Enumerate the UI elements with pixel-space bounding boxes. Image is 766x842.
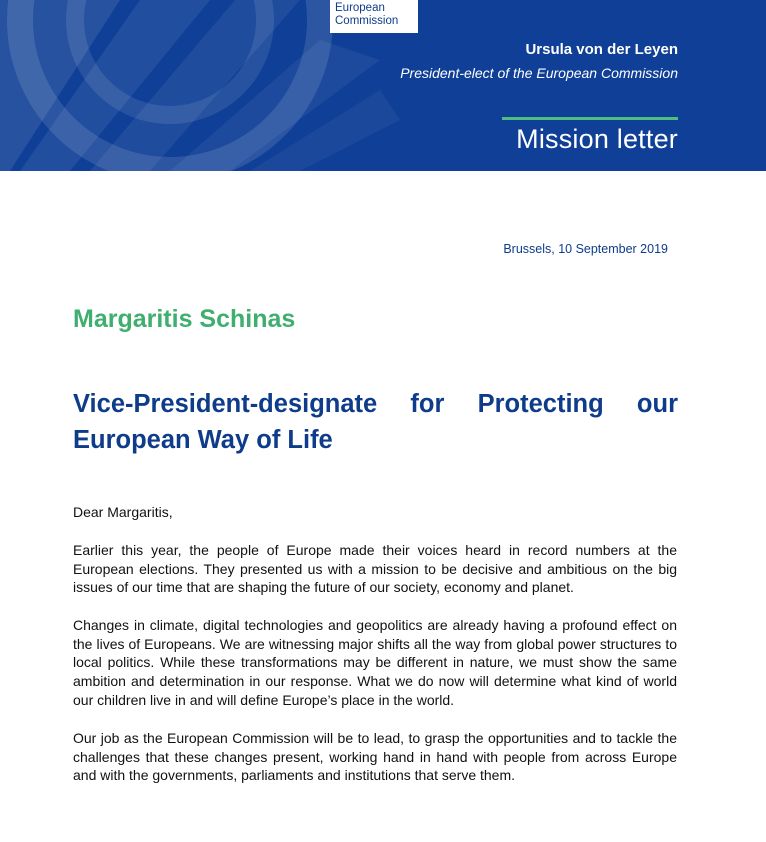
- body-paragraph: Earlier this year, the people of Europe made their voices heard in record numbers at the European elections. They presented us with a mission to be decisive and ambitious on the big issues of our time that are shaping the future of our society, economy and planet.: [73, 542, 677, 596]
- dateline: Brussels, 10 September 2019: [503, 242, 668, 256]
- body-paragraph: Our job as the European Commission will be to lead, to grasp the opportunities and to tackle the challenges that these changes present, working hand in hand with people from across Europe and with the governments, parliaments and institutions that serve them.: [73, 730, 677, 784]
- salutation: Dear Margaritis,: [73, 504, 173, 520]
- logo-line-2: Commission: [335, 15, 399, 27]
- logo-line-1: European: [335, 2, 385, 14]
- recipient-name: Margaritis Schinas: [73, 305, 296, 333]
- header-banner: [0, 0, 766, 171]
- body-paragraph: Changes in climate, digital technologies and geopolitics are already having a profound effect on the lives of Europeans. We are witnessing major shifts all the way from global power structures to local politics. While these transformations may be different in nature, we must show the same ambition and determination in our response. What we do now will determine what kind of world our children live in and will define Europe’s place in the world.: [73, 617, 677, 708]
- european-commission-logo: [330, 0, 418, 33]
- document-type-title: Mission letter: [516, 124, 678, 154]
- accent-divider: [502, 117, 678, 120]
- portfolio-title: Vice-President-designate for Protecting our European Way of Life: [73, 390, 678, 454]
- author-name: Ursula von der Leyen: [525, 41, 678, 58]
- author-role: President-elect of the European Commission: [400, 65, 678, 81]
